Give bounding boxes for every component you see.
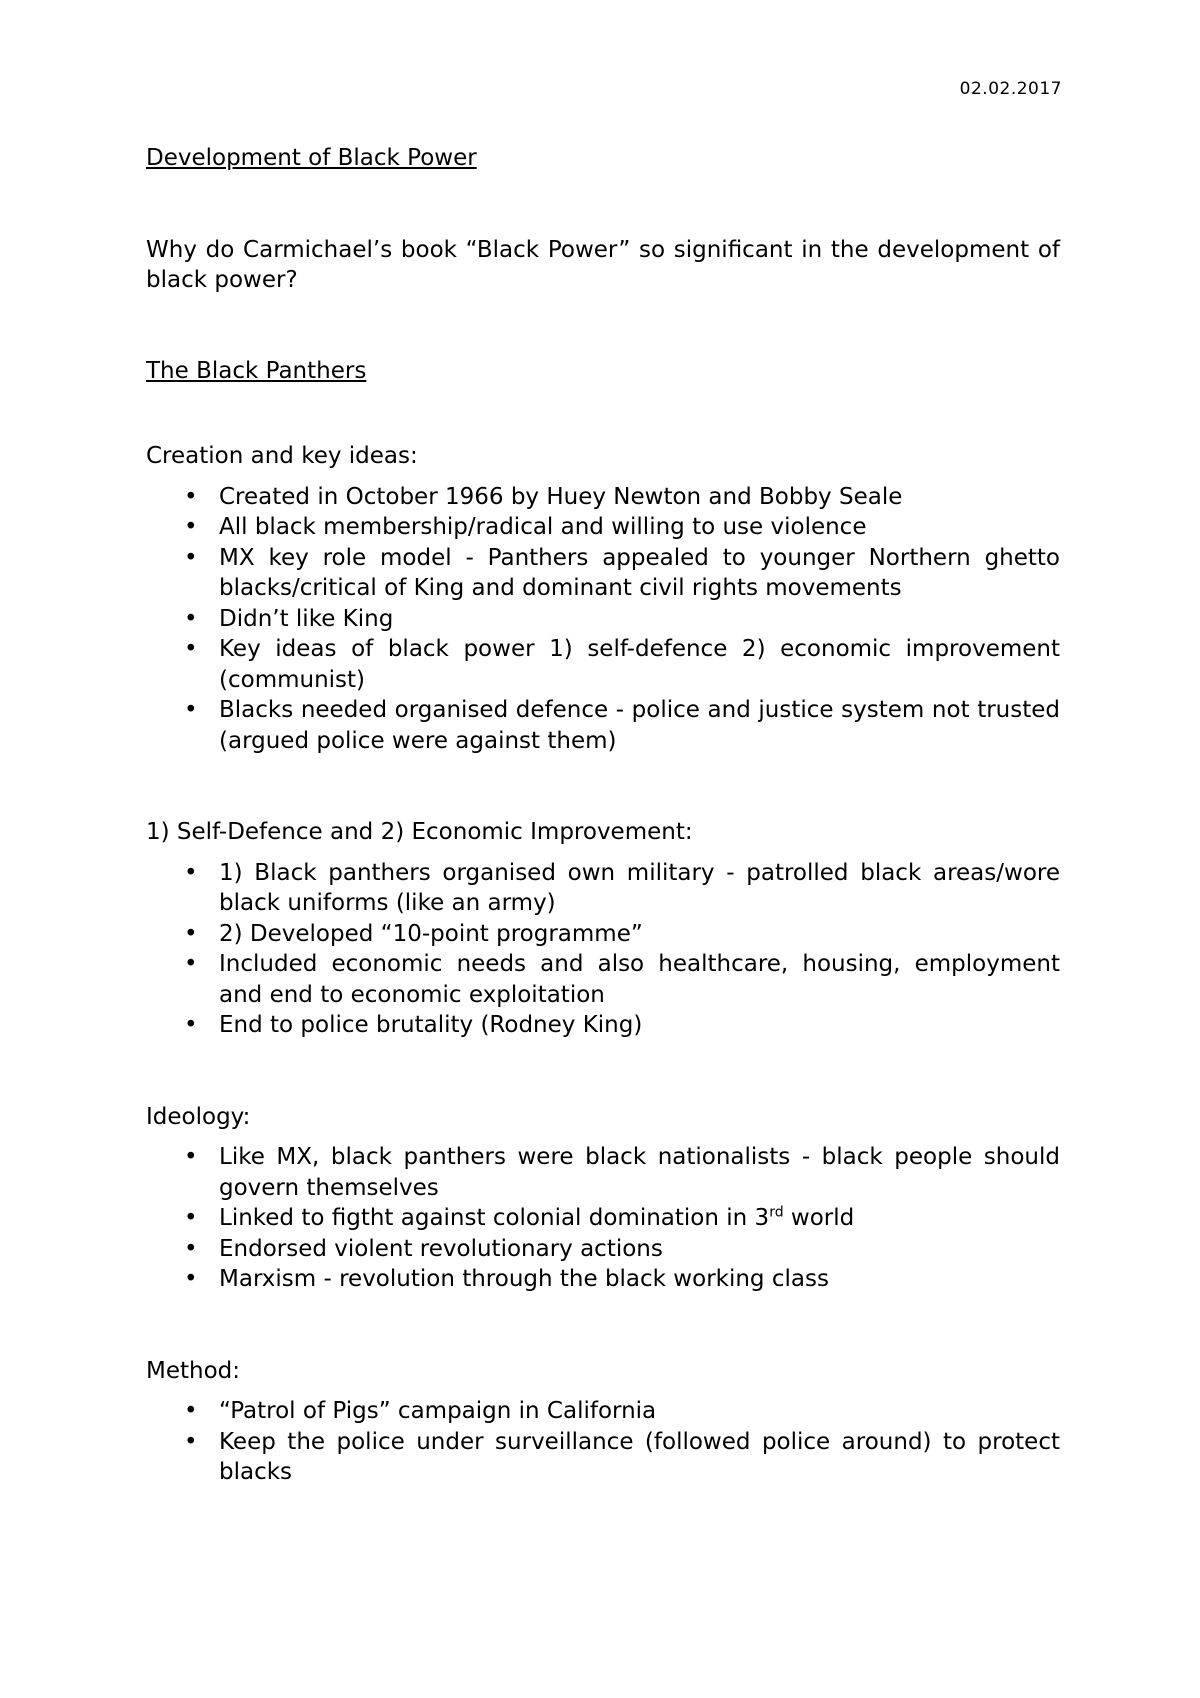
ideology-list	[146, 1142, 1060, 1295]
list-item: • Blacks needed organised defence - police and justice system not trusted (argued police were against them)	[184, 697, 1060, 754]
bullet-icon: •	[184, 1205, 198, 1231]
bullet-icon: •	[184, 483, 198, 510]
list-item: • Keep the police under surveillance (followed police around) to protect blacks	[184, 1428, 1060, 1485]
bullet-icon: •	[184, 1144, 198, 1170]
list-item: • Linked to figtht against colonial domination in 3rd world	[146, 1203, 1060, 1234]
method-list	[146, 1396, 1060, 1488]
bullet-icon: •	[184, 951, 198, 977]
list-item: • MX key role model - Panthers appealed to younger Northern ghetto blacks/critical of King and dominant civil rights movements	[184, 544, 1060, 601]
bullet-icon: •	[184, 1428, 198, 1455]
question-paragraph: Why do Carmichael’s book “Black Power” so significant in the development of black power?	[146, 236, 1060, 293]
method-label: Method:	[146, 1357, 241, 1384]
bullet-icon: •	[184, 514, 198, 540]
ordinal-suffix: rd	[769, 1204, 784, 1221]
document-date: 02.02.2017	[959, 79, 1062, 99]
list-item: • Key ideas of black power 1) self-defence 2) economic improvement (communist)	[184, 636, 1060, 693]
list-item: • Like MX, black panthers were black nationalists - black people should govern themselves	[184, 1144, 1060, 1201]
bullet-icon: •	[184, 859, 198, 886]
list-item: • End to police brutality (Rodney King)	[146, 1010, 1060, 1041]
document-title: Development of Black Power	[146, 145, 477, 171]
list-item: • Marxism - revolution through the black working class	[146, 1264, 1060, 1295]
bullet-icon: •	[184, 1235, 198, 1262]
selfdefence-label: 1) Self-Defence and 2) Economic Improvement:	[146, 819, 693, 845]
selfdefence-list	[146, 858, 1060, 1041]
bullet-icon: •	[184, 636, 198, 662]
section-heading: The Black Panthers	[146, 357, 367, 384]
bullet-icon: •	[184, 920, 198, 947]
creation-label: Creation and key ideas:	[146, 443, 418, 469]
creation-list	[146, 482, 1060, 757]
list-item: • “Patrol of Pigs” campaign in California	[146, 1396, 1060, 1427]
list-item: • Didn’t like King	[146, 604, 1060, 635]
bullet-icon: •	[184, 544, 198, 571]
bullet-icon: •	[184, 697, 198, 723]
bullet-icon: •	[184, 605, 198, 632]
bullet-icon: •	[184, 1398, 198, 1424]
list-item: • All black membership/radical and willing to use violence	[146, 512, 1060, 543]
bullet-icon: •	[184, 1266, 198, 1292]
list-item: • Created in October 1966 by Huey Newton and Bobby Seale	[146, 482, 1060, 513]
list-item: • 1) Black panthers organised own military - patrolled black areas/wore black uniforms (like an army)	[184, 859, 1060, 916]
list-item: • Endorsed violent revolutionary actions	[146, 1234, 1060, 1265]
ideology-label: Ideology:	[146, 1103, 251, 1130]
list-item: • 2) Developed “10-point programme”	[146, 919, 1060, 950]
bullet-icon: •	[184, 1012, 198, 1038]
list-item: • Included economic needs and also healthcare, housing, employment and end to economic exploitation	[184, 951, 1060, 1008]
document-body	[146, 143, 1060, 1488]
